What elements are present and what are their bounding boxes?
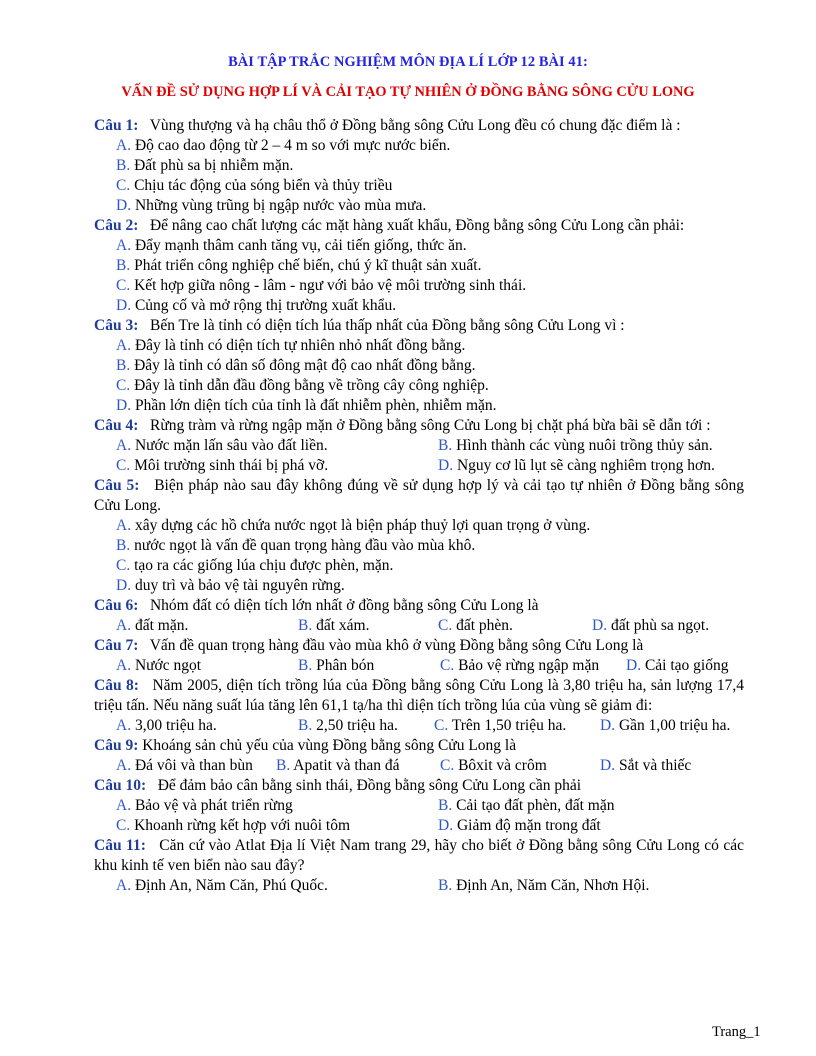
option-d: D. Cải tạo giống xyxy=(626,657,729,674)
option-a: A. đất mặn. xyxy=(116,617,189,634)
option-row xyxy=(116,656,744,676)
option-c: C. Kết hợp giữa nông - lâm - ngư với bảo vệ môi trường sinh thái. xyxy=(116,277,527,294)
question-11 xyxy=(94,836,744,876)
option-d: D. Phần lớn diện tích của tỉnh là đất nhiễm phèn, nhiễm mặn. xyxy=(116,397,497,414)
option-d: D. Giảm độ mặn trong đất xyxy=(438,817,601,834)
option-b: B. Apatit và than đá xyxy=(276,757,400,774)
question-label: Câu 11: xyxy=(94,837,146,854)
option-b: B. Đất phù sa bị nhiễm mặn. xyxy=(116,157,294,174)
question-text: Khoáng sản chủ yếu của vùng Đồng bằng sông Cửu Long là xyxy=(142,737,517,754)
question-label: Câu 6: xyxy=(94,597,139,614)
question-label: Câu 7: xyxy=(94,637,139,654)
question-4 xyxy=(94,416,744,436)
option-c: C. Trên 1,50 triệu ha. xyxy=(434,717,567,734)
question-text: Căn cứ vào Atlat Địa lí Việt Nam trang 29, hãy cho biết ở Đồng bằng sông Cửu Long có các khu kinh tế ven biển nào sau đây? xyxy=(94,837,744,874)
page-number: Trang_1 xyxy=(712,1024,761,1040)
option-a: A. Đây là tỉnh có diện tích tự nhiên nhỏ nhất đồng bằng. xyxy=(116,337,466,354)
question-label: Câu 9: xyxy=(94,737,139,754)
option-c: C. tạo ra các giống lúa chịu được phèn, mặn. xyxy=(116,557,394,574)
option-row xyxy=(116,816,744,836)
question-7 xyxy=(94,636,744,656)
option-d: D. duy trì và bảo vệ tài nguyên rừng. xyxy=(116,577,345,594)
question-5 xyxy=(94,476,744,516)
question-text: Biện pháp nào sau đây không đúng về sử dụng hợp lý và cải tạo tự nhiên ở Đồng bằng sông Cửu Long. xyxy=(94,477,745,514)
question-9 xyxy=(94,736,744,756)
option-b: B. Phân bón xyxy=(298,657,375,674)
document-title: BÀI TẬP TRẮC NGHIỆM MÔN ĐỊA LÍ LỚP 12 BÀI 41: xyxy=(228,54,588,70)
option-c: C. đất phèn. xyxy=(438,617,513,634)
option-b: B. Phát triển công nghiệp chế biến, chú ý kĩ thuật sản xuất. xyxy=(116,257,482,274)
option-d: D. Gần 1,00 triệu ha. xyxy=(600,717,731,734)
option-a: A. Nước mặn lấn sâu vào đất liền. xyxy=(116,437,328,454)
option-b: B. Định An, Năm Căn, Nhơn Hội. xyxy=(438,877,650,894)
question-text: Rừng tràm và rừng ngập mặn ở Đồng bằng sông Cửu Long bị chặt phá bừa bãi sẽ dẫn tới : xyxy=(149,417,711,434)
question-text: Để đảm bảo cân bằng sinh thái, Đồng bằng sông Cửu Long cần phải xyxy=(157,777,582,794)
option-b: B. nước ngọt là vấn đề quan trọng hàng đầu vào mùa khô. xyxy=(116,537,476,554)
option-d: D. Nguy cơ lũ lụt sẽ càng nghiêm trọng hơn. xyxy=(438,457,715,474)
document-subtitle: VẤN ĐỀ SỬ DỤNG HỢP LÍ VÀ CẢI TẠO TỰ NHIÊN Ở ĐỒNG BẰNG SÔNG CỬU LONG xyxy=(121,84,695,100)
option-c: C. Bôxit và crôm xyxy=(440,757,547,774)
option-a: A. Định An, Năm Căn, Phú Quốc. xyxy=(116,877,328,894)
question-label: Câu 5: xyxy=(94,477,140,494)
option-a: A. Nước ngọt xyxy=(116,657,202,674)
question-text: Nhóm đất có diện tích lớn nhất ở đồng bằng sông Cửu Long là xyxy=(149,597,539,614)
question-label: Câu 3: xyxy=(94,317,139,334)
question-label: Câu 8: xyxy=(94,677,139,694)
option-d: D. Củng cố và mở rộng thị trường xuất khẩu. xyxy=(116,297,397,314)
option-b: B. Hình thành các vùng nuôi trồng thủy sản. xyxy=(438,437,713,454)
question-6 xyxy=(94,596,744,616)
option-b: B. 2,50 triệu ha. xyxy=(298,717,398,734)
option-c: C. Bảo vệ rừng ngập mặn xyxy=(440,657,600,674)
option-row xyxy=(116,876,744,896)
question-10 xyxy=(94,776,744,796)
option-a: A. Đá vôi và than bùn xyxy=(116,757,253,774)
option-c: C. Môi trường sinh thái bị phá vỡ. xyxy=(116,457,329,474)
option-d: D. đất phù sa ngọt. xyxy=(592,617,710,634)
option-a: A. Độ cao dao động từ 2 – 4 m so với mực nước biển. xyxy=(116,137,451,154)
question-text: Vấn đề quan trọng hàng đầu vào mùa khô ở vùng Đồng bằng sông Cửu Long là xyxy=(149,637,644,654)
question-text: Bến Tre là tỉnh có diện tích lúa thấp nhất của Đồng bằng sông Cửu Long vì : xyxy=(149,317,625,334)
question-1 xyxy=(94,116,744,136)
question-list xyxy=(94,116,744,896)
option-a: A. xây dựng các hồ chứa nước ngọt là biện pháp thuỷ lợi quan trọng ở vùng. xyxy=(116,517,591,534)
option-row xyxy=(116,436,744,456)
option-b: B. đất xám. xyxy=(298,617,370,634)
question-text: Vùng thượng và hạ châu thổ ở Đồng bằng sông Cửu Long đều có chung đặc điểm là : xyxy=(149,117,681,134)
option-row xyxy=(116,616,744,636)
question-label: Câu 10: xyxy=(94,777,147,794)
option-row xyxy=(116,796,744,816)
option-row xyxy=(116,716,744,736)
option-c: C. Khoanh rừng kết hợp với nuôi tôm xyxy=(116,817,351,834)
option-c: C. Đây là tỉnh dẫn đầu đồng bằng về trồng cây công nghiệp. xyxy=(116,377,489,394)
question-text: Năm 2005, diện tích trồng lúa của Đồng bằng sông Cửu Long là 3,80 triệu ha, sản lượng 17,4 triệu tấn. Nếu năng suất lúa tăng lên 61,1 tạ/ha thì diện tích trồng lúa của vùng sẽ giảm đi: xyxy=(94,677,745,714)
question-label: Câu 4: xyxy=(94,417,139,434)
option-row xyxy=(116,456,744,476)
option-row xyxy=(116,756,744,776)
option-b: B. Cải tạo đất phèn, đất mặn xyxy=(438,797,615,814)
option-a: A. 3,00 triệu ha. xyxy=(116,717,217,734)
question-8 xyxy=(94,676,744,716)
question-label: Câu 1: xyxy=(94,117,139,134)
question-2 xyxy=(94,216,744,236)
question-3 xyxy=(94,316,744,336)
option-c: C. Chịu tác động của sóng biển và thủy triều xyxy=(116,177,393,194)
question-text: Để nâng cao chất lượng các mặt hàng xuất khẩu, Đồng bằng sông Cửu Long cần phải: xyxy=(149,217,685,234)
question-label: Câu 2: xyxy=(94,217,139,234)
option-a: A. Bảo vệ và phát triển rừng xyxy=(116,797,293,814)
option-a: A. Đẩy mạnh thâm canh tăng vụ, cải tiến giống, thức ăn. xyxy=(116,237,467,254)
option-d: D. Sắt và thiếc xyxy=(600,757,692,774)
option-b: B. Đây là tỉnh có dân số đông mật độ cao nhất đồng bằng. xyxy=(116,357,476,374)
option-d: D. Những vùng trũng bị ngập nước vào mùa mưa. xyxy=(116,197,427,214)
